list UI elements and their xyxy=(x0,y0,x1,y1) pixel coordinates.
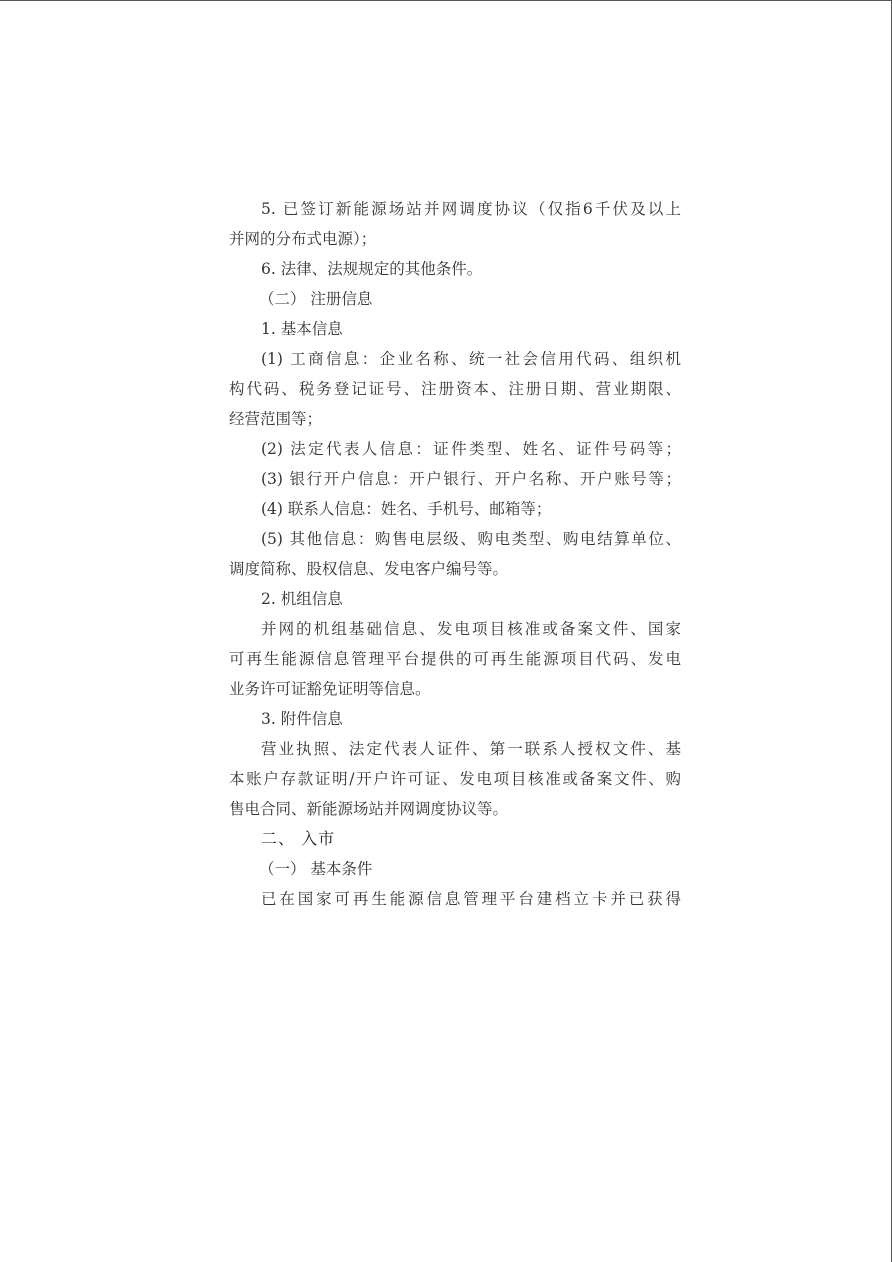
text-line: (4) 联系人信息：姓名、手机号、邮箱等； xyxy=(261,500,552,518)
text-line: 调度简称、股权信息、发电客户编号等。 xyxy=(229,560,509,578)
subsection-heading: 1. 基本信息 xyxy=(261,320,343,338)
subsection-heading: 3. 附件信息 xyxy=(261,710,343,728)
text-line: 5. 已签订新能源场站并网调度协议（仅指6千伏及以上 xyxy=(261,200,681,218)
text-line: 6. 法律、法规规定的其他条件。 xyxy=(261,260,483,278)
text-line: 已在国家可再生能源信息管理平台建档立卡并已获得 xyxy=(261,890,681,908)
text-line: 并网的机组基础信息、发电项目核准或备案文件、国家 xyxy=(261,620,681,638)
text-line: 经营范围等； xyxy=(229,410,323,428)
text-line: 可再生能源信息管理平台提供的可再生能源项目代码、发电 xyxy=(229,650,681,668)
page-border-top xyxy=(0,0,892,1)
text-line: (3) 银行开户信息：开户银行、开户名称、开户账号等； xyxy=(261,470,681,488)
text-line: 售电合同、新能源场站并网调度协议等。 xyxy=(229,800,509,818)
text-line: (2) 法定代表人信息：证件类型、姓名、证件号码等； xyxy=(261,440,681,458)
section-heading: （一） 基本条件 xyxy=(259,860,373,878)
text-line: (1) 工商信息：企业名称、统一社会信用代码、组织机 xyxy=(261,350,681,368)
text-line: 构代码、税务登记证号、注册资本、注册日期、营业期限、 xyxy=(229,380,681,398)
text-line: 业务许可证豁免证明等信息。 xyxy=(229,680,431,698)
subsection-heading: 2. 机组信息 xyxy=(261,590,343,608)
text-line: 营业执照、法定代表人证件、第一联系人授权文件、基 xyxy=(261,740,681,758)
section-heading: （二） 注册信息 xyxy=(259,290,373,308)
text-line: 本账户存款证明/开户许可证、发电项目核准或备案文件、购 xyxy=(229,770,681,788)
text-line: (5) 其他信息：购售电层级、购电类型、购电结算单位、 xyxy=(261,530,681,548)
document-body xyxy=(229,194,681,914)
text-line: 并网的分布式电源）； xyxy=(229,230,377,248)
chapter-heading: 二、 入市 xyxy=(261,829,336,848)
